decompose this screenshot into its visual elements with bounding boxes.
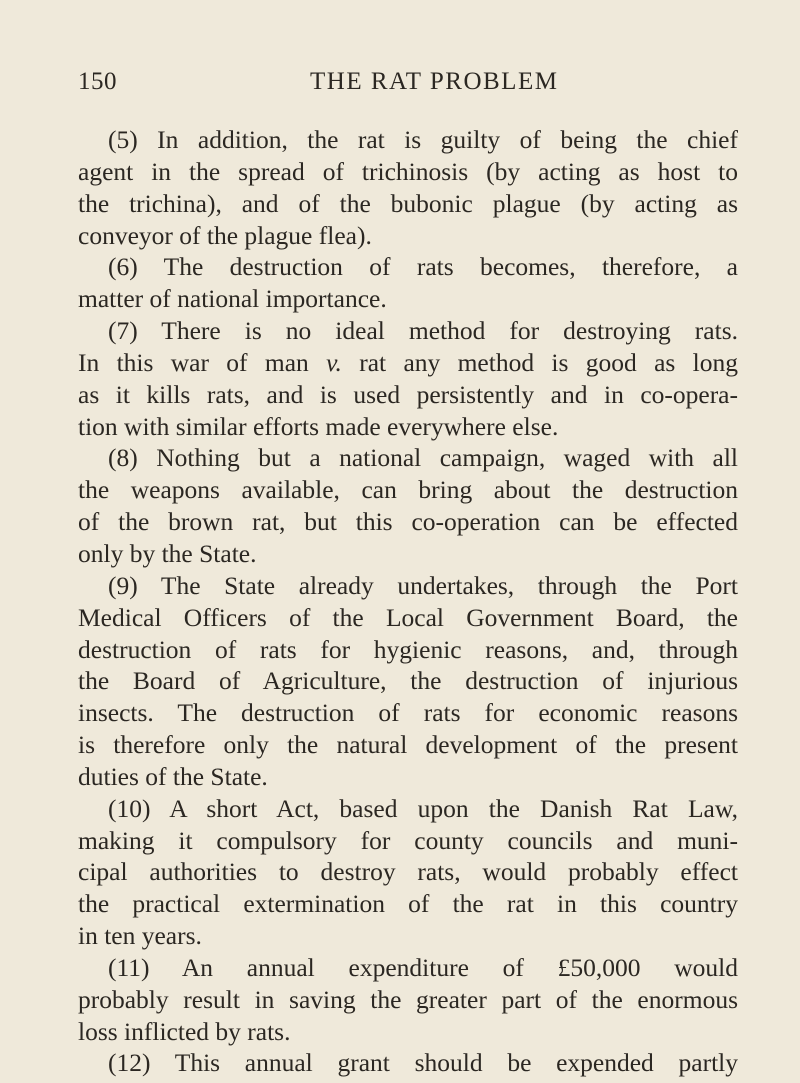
text-fragment: In this war of man bbox=[78, 347, 309, 377]
text-line: only by the State. bbox=[78, 538, 257, 568]
text-line: the weapons available, can bring about the destruction bbox=[78, 475, 738, 505]
text-line: is therefore only the natural development of the present bbox=[78, 730, 738, 760]
text-line: cipal authorities to destroy rats, would probably effect bbox=[78, 857, 738, 887]
text-line: in ten years. bbox=[78, 921, 202, 951]
text-line: duties of the State. bbox=[78, 761, 268, 791]
text-line: probably result in saving the greater part of the enormous bbox=[78, 984, 738, 1014]
running-title: THE RAT PROBLEM bbox=[310, 68, 559, 95]
text-line: (6) The destruction of rats becomes, therefore, a bbox=[108, 252, 738, 282]
versus-abbreviation: v. bbox=[326, 347, 342, 377]
text-line: (11) An annual expenditure of £50,000 would bbox=[108, 952, 738, 982]
text-line: (5) In addition, the rat is guilty of being the chief bbox=[108, 125, 738, 154]
text-line: destruction of rats for hygienic reasons, and, through bbox=[78, 634, 738, 664]
text-line: (10) A short Act, based upon the Danish Rat Law, bbox=[108, 793, 738, 823]
text-line: the Board of Agriculture, the destruction of injurious bbox=[78, 666, 738, 696]
text-line: as it kills rats, and is used persistently and in co-opera- bbox=[78, 379, 738, 409]
text-line: insects. The destruction of rats for economic reasons bbox=[78, 698, 738, 728]
page-number: 150 bbox=[78, 68, 117, 95]
text-line: of the brown rat, but this co-operation can be effected bbox=[78, 507, 738, 537]
text-line: the trichina), and of the bubonic plague (by acting as bbox=[78, 188, 738, 218]
text-line bbox=[78, 347, 738, 379]
body-text bbox=[78, 124, 738, 1079]
text-line: tion with similar efforts made everywhere else. bbox=[78, 411, 559, 441]
text-fragment: rat any method is good as long bbox=[359, 347, 738, 377]
text-line: Medical Officers of the Local Government Board, the bbox=[78, 602, 738, 632]
text-line: conveyor of the plague flea). bbox=[78, 220, 372, 250]
text-line: loss inflicted by rats. bbox=[78, 1016, 291, 1046]
text-line: agent in the spread of trichinosis (by acting as host to bbox=[78, 156, 738, 186]
text-line: the practical extermination of the rat in this country bbox=[78, 889, 738, 919]
text-line: (7) There is no ideal method for destroying rats. bbox=[108, 316, 738, 346]
running-head bbox=[78, 68, 738, 108]
text-line: making it compulsory for county councils and muni- bbox=[78, 825, 738, 855]
text-line: matter of national importance. bbox=[78, 284, 387, 314]
text-line: (9) The State already undertakes, through the Port bbox=[108, 570, 738, 600]
text-line: (12) This annual grant should be expended partly bbox=[108, 1048, 738, 1078]
text-line: (8) Nothing but a national campaign, waged with all bbox=[108, 443, 738, 473]
